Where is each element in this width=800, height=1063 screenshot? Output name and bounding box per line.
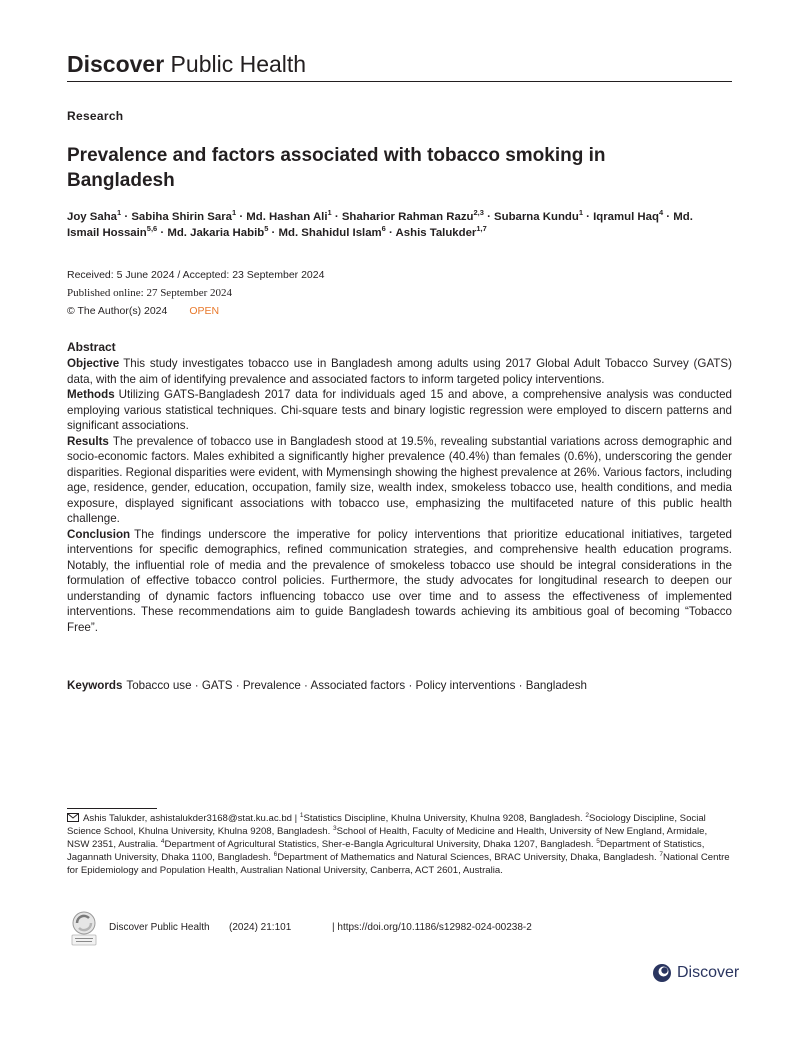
affiliation-text: Sociology Discipline, Social Science School, Khulna University, Khulna 9208, Bangladesh. [67, 813, 706, 837]
abstract-text: This study investigates tobacco use in Bangladesh among adults using 2017 Global Adult Tobacco Survey (GATS) data, with the aim of identifying prevalence and associated factors to inform targeted policy interventions. [67, 357, 732, 386]
footer-volume: (2024) 21:101 [229, 922, 292, 933]
corresponding-author: Ashis Talukder, ashistalukder3168@stat.ku.ac.bd | [83, 813, 300, 824]
author-name: Shaharior Rahman Razu [341, 211, 474, 223]
affiliation-text: National Centre for Epidemiology and Population Health, Australian National University, Canberra, ACT 2601, Australia. [67, 852, 730, 876]
author-affiliation: 1 [327, 208, 332, 217]
author-name: Sabiha Shirin Sara [131, 211, 232, 223]
author-name: Iqramul Haq [593, 211, 659, 223]
affiliation-number: 1 [299, 812, 304, 819]
abstract-text: Utilizing GATS-Bangladesh 2017 data for individuals aged 15 and above, a comprehensive analysis was conducted employing various statistical techniques. Chi-square tests and binary logistic regression were employed to discern patterns and significant associations. [67, 388, 732, 432]
footer-journal: Discover Public Health [109, 922, 210, 933]
check-for-updates-badge[interactable] [66, 910, 102, 946]
abstract-methods [67, 387, 732, 434]
affiliation-text: Department of Agricultural Statistics, Sher-e-Bangla Agricultural University, Dhaka 1207, Bangladesh. [164, 839, 597, 850]
abstract-conclusion [67, 527, 732, 636]
abstract-label: Results [67, 434, 109, 448]
article-type: Research [67, 109, 124, 123]
author-name: Subarna Kundu [494, 211, 579, 223]
author-name: Ashis Talukder [395, 227, 477, 239]
author-affiliation: 1,7 [476, 224, 487, 233]
author-affiliation: 6 [381, 224, 386, 233]
affiliations-footnote [67, 812, 732, 877]
header-divider [67, 81, 732, 82]
open-access-badge: OPEN [189, 305, 220, 317]
author-list: Joy Saha$^1$ · Sabiha Shirin Sara$^1$ · Md. Hashan Ali$^1$ · Shaharior Rahman Razu$^{2,3}$ · Subarna Kundu$^1$ · Iqramul Haq$^4$ · Md. Ismail Hossain$^{5,6}$ · Md. Jakaria Habib$^5$ · Md. Shahidul Islam$^6$ · Ashis Talukder$^{1,7}$ [67, 208, 693, 239]
abstract-label: Objective [67, 357, 120, 370]
copyright-text: © The Author(s) 2024 [67, 305, 168, 317]
author-affiliation: 1 [117, 208, 122, 217]
affiliation-number: 4 [160, 838, 165, 845]
received-accepted-date: Received: 5 June 2024 / Accepted: 23 September 2024 [67, 269, 325, 281]
copyright-row [67, 302, 324, 320]
affiliation-number: 5 [596, 838, 600, 845]
affiliation-number: 6 [273, 851, 278, 858]
journal-header [67, 50, 306, 78]
author-affiliation: 5 [264, 224, 269, 233]
keywords-label: Keywords [67, 679, 123, 692]
abstract-objective [67, 356, 732, 387]
affiliation-number: 2 [585, 812, 590, 819]
article-title: Prevalence and factors associated with tobacco smoking in Bangladesh [67, 145, 606, 191]
abstract-text: The prevalence of tobacco use in Bangladesh stood at 19.5%, revealing substantial variations across demographic and socio-economic factors. Males exhibited a significantly higher prevalence (40.4%) than females (0.6%), underscoring the gender disparities. Regional disparities were evident, with Mymensingh showing the highest prevalence at 26%. Various factors, including age, residence, gender, education, occupation, family size, wealth index, smokeless tobacco use, health conditions, and media exposure, displayed significant associations with tobacco use, emphasizing the multifaceted nature of this public health challenge. [67, 434, 732, 525]
journal-name-rest: Public Health [164, 51, 307, 77]
footnote-divider [67, 808, 157, 809]
abstract [67, 340, 732, 635]
footer-doi-link[interactable]: | https://doi.org/10.1186/s12982-024-00238-2 [332, 922, 532, 933]
author-affiliation: 2,3 [473, 208, 484, 217]
author-affiliation: 1 [231, 208, 237, 217]
abstract-heading: Abstract [67, 340, 116, 354]
author-affiliation: 1 [578, 208, 583, 217]
abstract-label: Conclusion [67, 527, 131, 541]
affiliation-text: School of Health, Faculty of Medicine and Health, University of New England, Armidale, NSW 2351, Australia. [67, 826, 708, 850]
keywords-text: Tobacco use · GATS · Prevalence · Associated factors · Policy interventions · Bangladesh [126, 679, 587, 692]
abstract-text: The findings underscore the imperative for policy interventions that prioritize educational initiatives, targeted interventions for specific demographics, refined communication strategies, and comprehensive health education programs. Notably, the influential role of media and the prevalence of smokeless tobacco use should be integral considerations in the formulation of effective tobacco control policies. Furthermore, the study advocates for longitudinal research to deepen our understanding of dynamic factors influencing tobacco use over time and to assess the effectiveness of implemented interventions. These recommendations aim to guide Bangladesh towards achieving its ambitious goal of becoming “Tobacco Free”. [67, 527, 732, 634]
author-name: Md. Hashan Ali [246, 211, 328, 223]
abstract-label: Methods [67, 388, 115, 401]
journal-name-bold: Discover [67, 51, 165, 77]
author-name: Md. Ismail Hossain [67, 211, 693, 239]
discover-logo [652, 962, 740, 984]
affiliation-text: Department of Statistics, Jagannath University, Dhaka 1100, Bangladesh. [67, 839, 705, 863]
published-date: Published online: 27 September 2024 [67, 287, 232, 299]
affiliation-number: 3 [332, 825, 337, 832]
check-updates-icon [66, 910, 102, 946]
envelope-icon [67, 813, 79, 822]
author-name: Md. Jakaria Habib [167, 227, 265, 239]
abstract-results [67, 434, 732, 527]
affiliation-text: Department of Mathematics and Natural Sciences, BRAC University, Dhaka, Bangladesh. [277, 852, 660, 863]
author-affiliation: 5,6 [146, 224, 158, 233]
affiliation-text: Statistics Discipline, Khulna University, Khulna 9208, Bangladesh. [303, 813, 586, 824]
discover-logo-text: Discover [677, 964, 740, 981]
keywords [67, 678, 587, 693]
author-name: Md. Shahidul Islam [278, 227, 382, 239]
affiliation-number: 7 [659, 851, 663, 858]
article-dates [67, 266, 324, 320]
discover-logo-icon [652, 963, 672, 983]
author-affiliation: 4 [658, 208, 664, 217]
author-name: Joy Saha [67, 211, 118, 223]
